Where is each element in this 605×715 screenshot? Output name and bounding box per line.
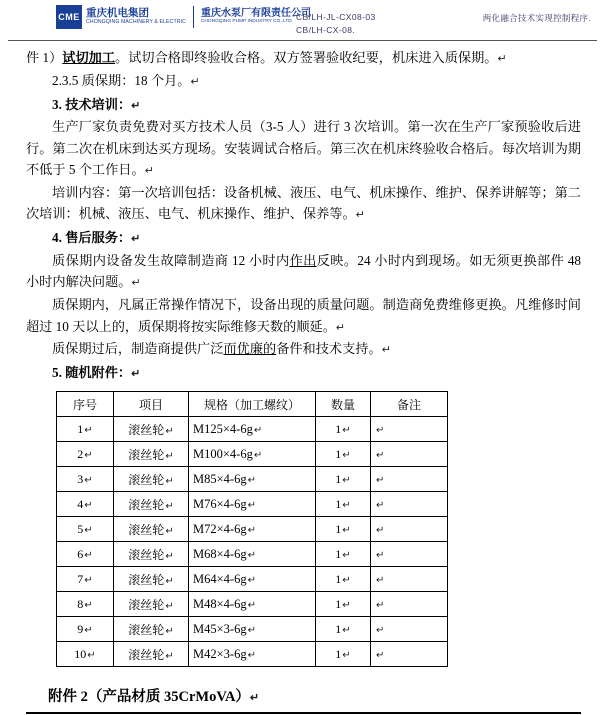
cell-no-text: 1 <box>77 421 84 436</box>
paragraph-training-content <box>26 182 581 225</box>
paragraph-free-repair <box>26 294 581 337</box>
cell-mark: ↵ <box>247 649 256 661</box>
paragraph-mark: ↵ <box>355 209 365 222</box>
cell-spec <box>189 617 316 642</box>
cell-qty-text: 1 <box>335 421 342 436</box>
cell-mark: ↵ <box>165 475 174 487</box>
cell-qty <box>316 492 371 517</box>
cell-mark: ↵ <box>247 624 256 636</box>
cell-mark: ↵ <box>342 649 351 661</box>
cell-qty-text: 1 <box>335 621 342 636</box>
logo-group-text <box>86 8 186 26</box>
header-doc-title: 两化融合技术实现控制程序. <box>482 13 591 23</box>
cell-mark: ↵ <box>342 449 351 461</box>
cell-spec-text: M48×4-6g <box>193 596 247 611</box>
cell-spec-text: M45×3-6g <box>193 621 247 636</box>
bottom-rule <box>26 712 581 714</box>
company-logo <box>56 5 311 29</box>
heading4-text: 4. 售后服务： <box>52 230 132 246</box>
cell-no <box>57 492 114 517</box>
cell-mark: ↵ <box>247 574 256 586</box>
cell-mark: ↵ <box>253 424 263 436</box>
logo-divider <box>193 6 194 28</box>
cell-no-text: 9 <box>77 621 84 636</box>
cell-mark: ↵ <box>247 474 256 486</box>
column-header-no: 序号 <box>57 392 114 417</box>
line1-prefix: 件 1） <box>26 50 63 65</box>
company-name-cn: 重庆水泵厂有限责任公司 <box>200 8 311 20</box>
cell-note <box>371 417 448 442</box>
cell-mark: ↵ <box>165 625 174 637</box>
cell-spec-text: M64×4-6g <box>193 571 247 586</box>
cell-item <box>114 492 189 517</box>
cell-item-text: 滚丝轮 <box>128 572 165 587</box>
column-header-spec: 规格（加工螺纹） <box>189 392 316 417</box>
cell-qty-text: 1 <box>335 546 342 561</box>
cell-item-text: 滚丝轮 <box>128 647 165 662</box>
cell-item-text: 滚丝轮 <box>128 447 165 462</box>
column-header-note: 备注 <box>371 392 448 417</box>
cell-item-text: 滚丝轮 <box>128 497 165 512</box>
cell-qty-text: 1 <box>335 521 342 536</box>
paragraph-mark: ↵ <box>144 165 154 178</box>
table-header-row <box>57 392 448 417</box>
p3-2-text: 培训内容：第一次培训包括：设备机械、液压、电气、机床操作、维护、保养讲解等；第二次培训：机械、液压、电气、机床操作、维护、保养等。 <box>26 185 581 222</box>
cell-mark: ↵ <box>342 524 351 536</box>
accessories-table-wrapper <box>56 391 605 667</box>
logo-group-name-en: CHONGQING MACHINERY & ELECTRIC <box>86 19 186 26</box>
cell-no-text: 3 <box>77 471 84 486</box>
p4-3-a: 质保期过后，制造商提供广泛 <box>52 341 224 357</box>
cell-spec <box>189 467 316 492</box>
heading-after-sales <box>26 227 581 249</box>
line1-bold: 试切加工 <box>62 50 116 65</box>
cell-mark: ↵ <box>247 549 256 561</box>
attachment-title <box>48 685 605 706</box>
cell-spec <box>189 567 316 592</box>
paragraph-training-sessions <box>26 116 581 181</box>
p4-1-underlined: 作出 <box>289 253 317 268</box>
cell-mark: ↵ <box>342 424 351 436</box>
table-row <box>57 642 448 667</box>
cell-mark: ↵ <box>84 549 93 561</box>
cell-qty <box>316 642 371 667</box>
cell-no-text: 6 <box>77 546 84 561</box>
cell-mark: ↵ <box>165 425 174 437</box>
cell-no <box>57 442 114 467</box>
cell-mark: ↵ <box>165 575 174 587</box>
company-name-en: CHONGQING PUMP INDUSTRY CO.,LTD <box>200 19 292 25</box>
cell-mark: ↵ <box>165 550 174 562</box>
cell-mark: ↵ <box>165 450 174 462</box>
cell-no-text: 2 <box>77 446 84 461</box>
cell-qty <box>316 442 371 467</box>
cell-mark: ↵ <box>84 574 93 586</box>
cell-note <box>371 542 448 567</box>
cell-qty <box>316 592 371 617</box>
cell-mark: ↵ <box>342 499 351 511</box>
cell-item-text: 滚丝轮 <box>128 597 165 612</box>
p4-1-b: 反映。24 小时内到现场。如无须更换部件 48 小时内解决问题。 <box>26 253 582 290</box>
paragraph-mark: ↵ <box>131 99 141 112</box>
cell-mark: ↵ <box>84 449 93 461</box>
cell-mark: ↵ <box>376 524 385 536</box>
paragraph-mark: ↵ <box>381 344 391 357</box>
cell-spec-text: M85×4-6g <box>193 471 247 486</box>
cell-mark: ↵ <box>84 599 93 611</box>
paragraph-warranty-period <box>26 70 581 92</box>
cell-qty <box>316 617 371 642</box>
p4-2-text: 质保期内，凡属正常操作情况下，设备出现的质量问题。制造商免费维修更换。凡维修时间超过 10 天以上的，质保期将按实际维修天数的顺延。 <box>26 297 581 334</box>
cell-no <box>57 517 114 542</box>
cell-note <box>371 492 448 517</box>
cell-mark: ↵ <box>165 650 174 662</box>
cell-mark: ↵ <box>87 649 96 661</box>
cell-spec <box>189 492 316 517</box>
cell-item-text: 滚丝轮 <box>128 422 165 437</box>
paragraph-mark: ↵ <box>190 75 200 88</box>
cell-qty <box>316 517 371 542</box>
cell-spec <box>189 592 316 617</box>
cell-mark: ↵ <box>165 525 174 537</box>
paragraph-mark: ↵ <box>131 233 141 246</box>
paragraph-trial-cut <box>26 47 581 69</box>
cell-no <box>57 617 114 642</box>
table-row <box>57 567 448 592</box>
cell-mark: ↵ <box>165 600 174 612</box>
line1-rest: 。试切合格即终验收合格。双方签署验收纪要，机床进入质保期。 <box>115 50 498 65</box>
cell-mark: ↵ <box>253 449 263 461</box>
cell-mark: ↵ <box>376 449 385 461</box>
cell-mark: ↵ <box>342 624 351 636</box>
cell-no-text: 4 <box>77 496 84 511</box>
cell-spec-text: M76×4-6g <box>193 496 247 511</box>
cell-item-text: 滚丝轮 <box>128 472 165 487</box>
cell-item <box>114 592 189 617</box>
cell-item-text: 滚丝轮 <box>128 547 165 562</box>
cell-mark: ↵ <box>84 424 93 436</box>
cell-no <box>57 467 114 492</box>
cell-qty-text: 1 <box>335 471 342 486</box>
cell-mark: ↵ <box>376 574 385 586</box>
cell-item <box>114 517 189 542</box>
cell-mark: ↵ <box>376 624 385 636</box>
cell-mark: ↵ <box>376 474 385 486</box>
cell-mark: ↵ <box>342 574 351 586</box>
cell-note <box>371 642 448 667</box>
paragraph-post-warranty <box>26 338 581 360</box>
cell-qty-text: 1 <box>335 596 342 611</box>
line2-text: 2.3.5 质保期：18 个月。 <box>52 72 191 88</box>
p4-3-underlined: 而优廉的 <box>223 341 277 357</box>
cell-mark: ↵ <box>84 624 93 636</box>
cell-mark: ↵ <box>165 500 174 512</box>
cell-item <box>114 542 189 567</box>
cell-qty-text: 1 <box>335 446 342 461</box>
cell-note <box>371 442 448 467</box>
table-head <box>57 392 448 417</box>
paragraph-mark: ↵ <box>497 53 507 65</box>
cell-mark: ↵ <box>376 499 385 511</box>
cell-qty <box>316 567 371 592</box>
cell-no-text: 7 <box>77 571 84 586</box>
cell-mark: ↵ <box>84 474 93 486</box>
cell-no <box>57 642 114 667</box>
heading-accessories <box>26 362 581 384</box>
cell-item <box>114 467 189 492</box>
column-header-item: 项目 <box>114 392 189 417</box>
cell-spec-text: M125×4-6g <box>193 421 253 436</box>
cell-no <box>57 592 114 617</box>
cell-spec <box>189 417 316 442</box>
document-header <box>8 0 597 41</box>
cell-item <box>114 642 189 667</box>
cell-qty-text: 1 <box>335 571 342 586</box>
cell-no-text: 5 <box>77 521 84 536</box>
cell-no-text: 8 <box>77 596 84 611</box>
cell-spec-text: M42×3-6g <box>193 646 247 661</box>
table-row <box>57 492 448 517</box>
cell-no <box>57 542 114 567</box>
cell-qty <box>316 467 371 492</box>
logo-company-text <box>201 8 311 25</box>
cell-qty <box>316 417 371 442</box>
cell-no <box>57 567 114 592</box>
table-body <box>57 417 448 667</box>
cell-item <box>114 617 189 642</box>
logo-badge-cme: CME <box>56 5 82 29</box>
cell-mark: ↵ <box>84 524 93 536</box>
cell-item-text: 滚丝轮 <box>128 622 165 637</box>
heading5-text: 5. 随机附件： <box>52 365 132 381</box>
cell-spec-text: M68×4-6g <box>193 546 247 561</box>
paragraph-mark: ↵ <box>131 277 141 290</box>
cell-spec <box>189 642 316 667</box>
accessories-table <box>56 391 448 667</box>
cell-note <box>371 617 448 642</box>
cell-no <box>57 417 114 442</box>
cell-item-text: 滚丝轮 <box>128 522 165 537</box>
column-header-qty: 数量 <box>316 392 371 417</box>
table-row <box>57 542 448 567</box>
header-doc-code-1: CB/LH-JL-CX08-03 <box>296 12 376 22</box>
heading-technical-training <box>26 94 581 116</box>
cell-spec <box>189 517 316 542</box>
cell-spec-text: M100×4-6g <box>193 446 253 461</box>
table-row <box>57 442 448 467</box>
paragraph-fault-response <box>26 250 581 293</box>
cell-no-text: 10 <box>74 646 87 661</box>
heading3-text: 3. 技术培训： <box>52 96 132 112</box>
paragraph-mark: ↵ <box>131 368 141 381</box>
cell-mark: ↵ <box>376 599 385 611</box>
cell-mark: ↵ <box>247 524 256 536</box>
cell-mark: ↵ <box>84 499 93 511</box>
p3-1-text: 生产厂家负责免费对买方技术人员（3-5 人）进行 3 次培训。第一次在生产厂家预验收后进行。第二次在机床到达买方现场。安装调试合格后。第三次在机床终验收合格后。每次培训为期不低于 5 个工作日。 <box>26 119 581 178</box>
cell-mark: ↵ <box>376 649 385 661</box>
cell-spec <box>189 542 316 567</box>
cell-note <box>371 517 448 542</box>
cell-qty-text: 1 <box>335 496 342 511</box>
logo-group-name-cn: 重庆机电集团 <box>86 7 149 20</box>
paragraph-mark: ↵ <box>335 321 346 334</box>
cell-qty-text: 1 <box>335 646 342 661</box>
p4-1-a: 质保期内设备发生故障制造商 12 小时内 <box>52 253 290 268</box>
header-doc-code-2: CB/LH-CX-08. <box>296 25 356 35</box>
cell-note <box>371 567 448 592</box>
cell-qty <box>316 542 371 567</box>
paragraph-mark: ↵ <box>249 692 260 704</box>
cell-mark: ↵ <box>342 599 351 611</box>
cell-item <box>114 567 189 592</box>
cell-mark: ↵ <box>376 549 385 561</box>
cell-mark: ↵ <box>247 599 256 611</box>
table-row <box>57 417 448 442</box>
cell-item <box>114 442 189 467</box>
cell-note <box>371 467 448 492</box>
cell-item <box>114 417 189 442</box>
cell-spec <box>189 442 316 467</box>
table-row <box>57 517 448 542</box>
p4-3-b: 备件和技术支持。 <box>276 341 382 357</box>
cell-mark: ↵ <box>247 499 256 511</box>
cell-mark: ↵ <box>376 424 385 436</box>
document-body <box>0 41 605 384</box>
table-row <box>57 617 448 642</box>
cell-note <box>371 592 448 617</box>
attachment-title-text: 附件 2（产品材质 35CrMoVA） <box>48 689 250 705</box>
table-row <box>57 467 448 492</box>
cell-mark: ↵ <box>342 474 351 486</box>
cell-spec-text: M72×4-6g <box>193 521 247 536</box>
cell-mark: ↵ <box>342 549 351 561</box>
table-row <box>57 592 448 617</box>
